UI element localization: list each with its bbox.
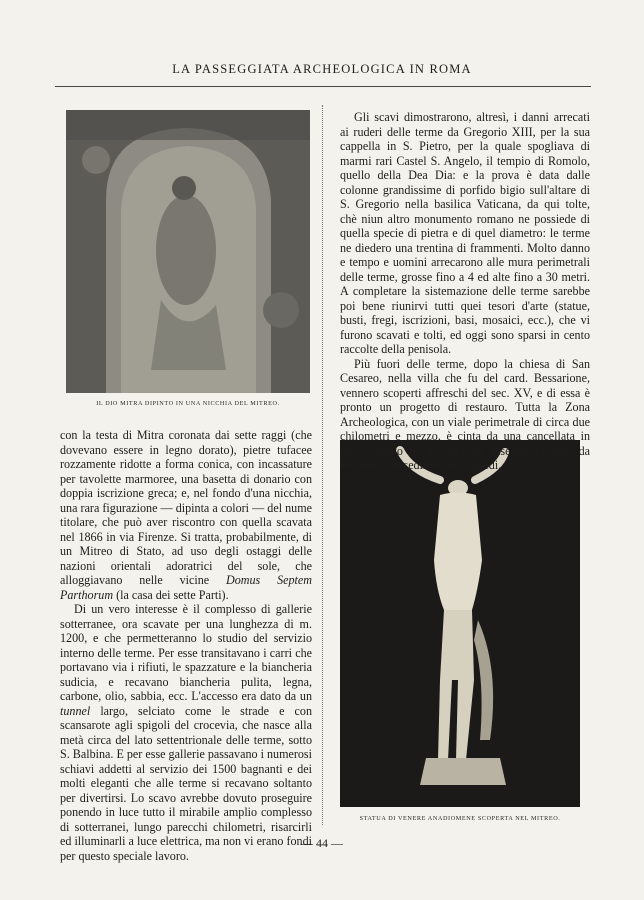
figure-caption-venus: STATUA DI VENERE ANADIOMENE SCOPERTA NEL MITREO. <box>359 815 561 822</box>
header-rule <box>55 86 591 87</box>
italic-term: tunnel <box>60 703 91 718</box>
paragraph: Più fuori delle terme, dopo la chiesa di San Cesareo, nella villa che fu del card. Bessarione, vennero scoperti affreschi del sec. XV, e di essa è pronto un progetto di restauro. Tutta la Zona Archeologica, con un viale perimetrale di circa due chilometri e mezzo, è cinta da una cancellata in ferro battuto il cui semplice disegno fu tolto da Pompei, con sedili e marciapiedi. <box>340 356 590 472</box>
mithras-niche-photo <box>66 110 310 393</box>
paragraph: Di un vero interesse è il complesso di gallerie sotterranee, ora scavate per una lunghezza di m. 1200, e che permetteranno lo studio del servizio interno delle terme. Per esse transitavano i carri che portavano via i rifiuti, le spazzature e la biancheria sudicia, e recavano biancheria pulita, legna, carbone, olio, sabbia, ecc. L'accesso era dato da un tunnel largo, selciato come le strade e con scansarote agli spigoli del crocevia, che nasce alla metà circa del lato settentrionale delle terme, sotto S. Balbina. E per esse gallerie passavano i numerosi schiavi addetti al servizio dei 1500 bagnanti e dei molti eleganti che alle terme si recavano soltanto per divertirsi. Lo scavo avrebbe dovuto proseguire ponendo in luce tutto il mirabile amplio complesso di sotterranei, lungo parecchi chilometri, risarcirli ed illuminarli a luce elettrica, ma non vi erano fondi per questo speciale lavoro. <box>60 602 312 863</box>
figure-caption-mithras: IL DIO MITRA DIPINTO IN UNA NICCHIA DEL MITREO. <box>96 400 280 407</box>
right-column-text <box>340 110 590 473</box>
column-divider <box>322 105 323 825</box>
niche-illustration <box>66 110 310 393</box>
statue-illustration <box>340 440 580 807</box>
left-column-text <box>60 428 312 863</box>
italic-term: Domus Septem Parthorum <box>60 573 312 602</box>
paragraph: con la testa di Mitra coronata dai sette raggi (che dovevano essere in legno dorato), pietre tufacee rozzamente ridotte a forma conica, con incassature per tavolette marmoree, una basetta di donario con doppia iscrizione greca; e, nel fondo d'una nicchia, una rara figurazione — dipinta a colori — del nume titolare, che può aver riscontro con quella scavata nel 1866 in via Firenze. Si tratta, probabilmente, di un Mitreo di Stato, ad uso degli ostaggi delle nazioni orientali adoratrici del sole, che alloggiavano nelle vicine Domus Septem Parthorum (la casa dei sette Parti). <box>60 428 312 602</box>
venus-statue-photo <box>340 440 580 807</box>
page-number: — 44 — <box>301 836 343 850</box>
paragraph: Gli scavi dimostrarono, altresì, i danni arrecati ai ruderi delle terme da Gregorio XIII, per la sua cappella in S. Pietro, per la quale spogliava di marmi rari Castel S. Angelo, il tempio di Romolo, quello della Dea Dia: e la prova è data dalle colonne grandissime di porfido bigio sull'altare di S. Gregorio nella basilica Vaticana, da qui tolte, chè niun altro monumento romano ne possiede di quella specie di pietra e di quel diametro: le terme ne diedero una trentina di frammenti. Molto danno e tempo e uomini arrecarono alle mura perimetrali delle terme, grosse fino a 4 ed alte fino a 30 metri. A completare la sistemazione delle terme sarebbe poi bene riunirvi tutti quei tesori d'arte (statue, busti, fregi, iscrizioni, basi, mosaici, ecc.), che vi furono scavati e tolti, ed oggi sono sparsi in cento raccolte della penisola. <box>340 110 590 356</box>
running-header: LA PASSEGGIATA ARCHEOLOGICA IN ROMA <box>172 62 472 76</box>
